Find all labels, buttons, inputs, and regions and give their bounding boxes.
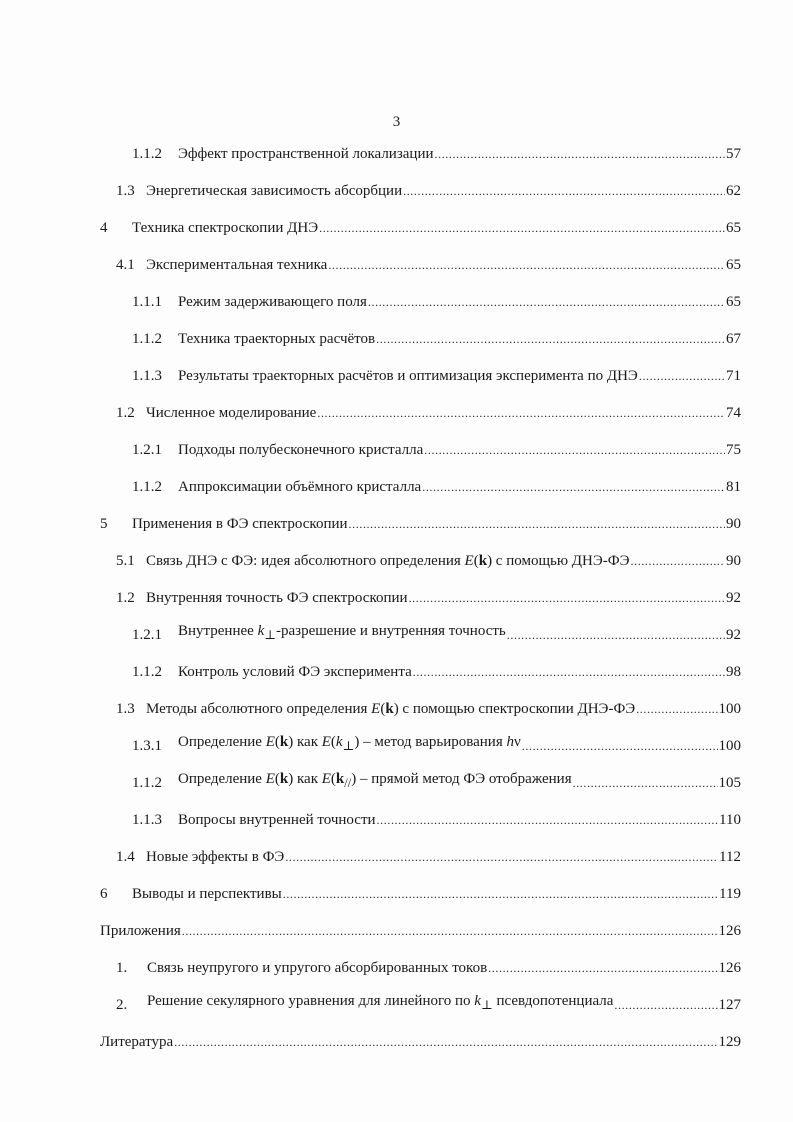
toc-title: Выводы и перспективы bbox=[132, 886, 282, 902]
toc-title: Определение E(k) как $E(k_{//})$ – прямой метод ФЭ отображения bbox=[178, 771, 572, 790]
toc-title: Техника траекторных расчётов bbox=[178, 331, 376, 347]
toc-title: Приложения bbox=[100, 923, 181, 939]
toc-page-number: 110 bbox=[719, 812, 741, 828]
toc-entry bbox=[116, 994, 741, 1014]
toc-title: Техника спектроскопии ДНЭ bbox=[132, 220, 319, 236]
toc-entry bbox=[100, 1031, 741, 1051]
toc-page-number: 126 bbox=[718, 960, 741, 976]
toc-entry bbox=[116, 587, 741, 607]
toc-title: Аппроксимации объёмного кристалла bbox=[178, 479, 422, 495]
toc-title: Решение секулярного уравнения для линейного по $k_\perp$ псевдопотенциала bbox=[147, 993, 614, 1012]
toc-leader-dots bbox=[174, 1030, 717, 1051]
toc-entry bbox=[100, 920, 741, 940]
toc-leader-dots bbox=[328, 253, 725, 274]
toc-entry bbox=[100, 217, 741, 237]
toc-leader-dots bbox=[182, 919, 718, 940]
toc-page-number: 98 bbox=[726, 664, 741, 680]
toc-page-number: 71 bbox=[726, 368, 741, 384]
toc-page-number: 92 bbox=[726, 627, 741, 643]
toc-title: Численное моделирование bbox=[146, 405, 317, 421]
toc-leader-dots bbox=[631, 549, 725, 570]
toc-entry bbox=[132, 809, 741, 829]
toc-leader-dots bbox=[349, 512, 725, 533]
toc-section-number: 1. bbox=[116, 960, 128, 976]
toc-title: Внутреннее $k_\perp$-разрешение и внутренняя точность bbox=[178, 623, 506, 642]
toc-section-number: 5.1 bbox=[116, 553, 135, 569]
toc-leader-dots bbox=[573, 771, 718, 792]
toc-section-number: 1.1.2 bbox=[132, 146, 162, 162]
toc-title: Новые эффекты в ФЭ bbox=[146, 849, 285, 865]
toc-title: Эффект пространственной локализации bbox=[178, 146, 434, 162]
toc-section-number: 1.3 bbox=[116, 701, 135, 717]
toc-title: Результаты траекторных расчётов и оптимизация эксперимента по ДНЭ bbox=[178, 368, 638, 384]
toc-title: Связь ДНЭ с ФЭ: идея абсолютного определения E(k) с помощью ДНЭ-ФЭ bbox=[146, 553, 630, 569]
toc-page-number: 112 bbox=[719, 849, 741, 865]
toc-title: Энергетическая зависимость абсорбции bbox=[146, 183, 403, 199]
toc-section-number: 1.1.2 bbox=[132, 331, 162, 347]
toc-page-number: 92 bbox=[726, 590, 741, 606]
toc-section-number: 1.1.2 bbox=[132, 479, 162, 495]
toc-page-number: 100 bbox=[718, 738, 741, 754]
toc-section-number: 1.3 bbox=[116, 183, 135, 199]
toc-entry bbox=[116, 550, 741, 570]
toc-title: Применения в ФЭ спектроскопии bbox=[132, 516, 348, 532]
toc-leader-dots bbox=[283, 882, 718, 903]
toc-title: Экспериментальная техника bbox=[146, 257, 328, 273]
toc-section-number: 1.1.1 bbox=[132, 294, 162, 310]
toc-leader-dots bbox=[639, 364, 725, 385]
toc-leader-dots bbox=[507, 623, 725, 644]
toc-section-number: 4 bbox=[100, 220, 108, 236]
toc-entry bbox=[132, 772, 741, 792]
toc-page-number: 105 bbox=[718, 775, 741, 791]
toc-page-number: 65 bbox=[726, 220, 741, 236]
toc-page-number: 74 bbox=[726, 405, 741, 421]
toc-section-number: 1.1.3 bbox=[132, 812, 162, 828]
toc-leader-dots bbox=[285, 845, 718, 866]
toc-leader-dots bbox=[403, 179, 725, 200]
toc-title: Методы абсолютного определения E(k) с помощью спектроскопии ДНЭ-ФЭ bbox=[146, 701, 636, 717]
toc-leader-dots bbox=[376, 327, 725, 348]
toc-leader-dots bbox=[488, 956, 717, 977]
toc-entry bbox=[132, 143, 741, 163]
toc-entry bbox=[116, 698, 741, 718]
toc-title: Режим задерживающего поля bbox=[178, 294, 367, 310]
toc-section-number: 2. bbox=[116, 997, 128, 1013]
toc-entry bbox=[116, 957, 741, 977]
toc-leader-dots bbox=[424, 438, 725, 459]
toc-leader-dots bbox=[413, 660, 725, 681]
toc-leader-dots bbox=[319, 216, 725, 237]
toc-leader-dots bbox=[422, 475, 725, 496]
toc-entry bbox=[100, 513, 741, 533]
toc-section-number: 1.2.1 bbox=[132, 627, 162, 643]
toc-page-number: 90 bbox=[726, 516, 741, 532]
toc-page-number: 81 bbox=[726, 479, 741, 495]
toc-entry bbox=[132, 439, 741, 459]
toc-section-number: 1.2 bbox=[116, 590, 135, 606]
toc-title: Вопросы внутренней точности bbox=[178, 812, 376, 828]
toc-page-number: 129 bbox=[718, 1034, 741, 1050]
toc-leader-dots bbox=[317, 401, 725, 422]
toc-section-number: 1.2 bbox=[116, 405, 135, 421]
page-number: 3 bbox=[392, 114, 401, 130]
toc-section-number: 1.1.3 bbox=[132, 368, 162, 384]
toc-section-number: 4.1 bbox=[116, 257, 135, 273]
toc-title: Определение E(k) как $E(k_\perp)$ – метод варьирования hν bbox=[178, 734, 521, 753]
toc-section-number: 5 bbox=[100, 516, 108, 532]
toc-title: Внутренняя точность ФЭ спектроскопии bbox=[146, 590, 408, 606]
toc-page-number: 127 bbox=[718, 997, 741, 1013]
toc-title: Контроль условий ФЭ эксперимента bbox=[178, 664, 412, 680]
toc-entry bbox=[132, 328, 741, 348]
toc-section-number: 1.2.1 bbox=[132, 442, 162, 458]
toc-entry bbox=[116, 402, 741, 422]
toc-leader-dots bbox=[409, 586, 725, 607]
toc-leader-dots bbox=[614, 993, 717, 1014]
toc-title: Связь неупругого и упругого абсорбированных токов bbox=[147, 960, 488, 976]
toc-section-number: 6 bbox=[100, 886, 108, 902]
toc-page-number: 75 bbox=[726, 442, 741, 458]
toc-leader-dots bbox=[435, 142, 726, 163]
toc-section-number: 1.4 bbox=[116, 849, 135, 865]
toc-entry bbox=[132, 365, 741, 385]
toc-page-number: 62 bbox=[726, 183, 741, 199]
toc-entry bbox=[132, 735, 741, 755]
toc-leader-dots bbox=[636, 697, 717, 718]
toc-entry bbox=[132, 291, 741, 311]
toc-page-number: 100 bbox=[718, 701, 741, 717]
toc-page-number: 119 bbox=[719, 886, 741, 902]
toc-entry bbox=[132, 476, 741, 496]
toc-page-number: 126 bbox=[718, 923, 741, 939]
toc-section-number: 1.1.2 bbox=[132, 664, 162, 680]
toc-leader-dots bbox=[522, 734, 718, 755]
toc-page-number: 65 bbox=[726, 257, 741, 273]
toc-section-number: 1.1.2 bbox=[132, 775, 162, 791]
toc-section-number: 1.3.1 bbox=[132, 738, 162, 754]
toc-entry bbox=[100, 883, 741, 903]
toc-title: Литература bbox=[100, 1034, 174, 1050]
toc-leader-dots bbox=[377, 808, 719, 829]
toc-title: Подходы полубесконечного кристалла bbox=[178, 442, 424, 458]
toc-entry bbox=[132, 624, 741, 644]
toc-entry bbox=[116, 254, 741, 274]
toc-page-number: 65 bbox=[726, 294, 741, 310]
toc-entry bbox=[116, 180, 741, 200]
toc-page-number: 90 bbox=[726, 553, 741, 569]
toc-leader-dots bbox=[368, 290, 725, 311]
toc-page-number: 67 bbox=[726, 331, 741, 347]
toc-entry bbox=[116, 846, 741, 866]
toc-page-number: 57 bbox=[726, 146, 741, 162]
toc-entry bbox=[132, 661, 741, 681]
